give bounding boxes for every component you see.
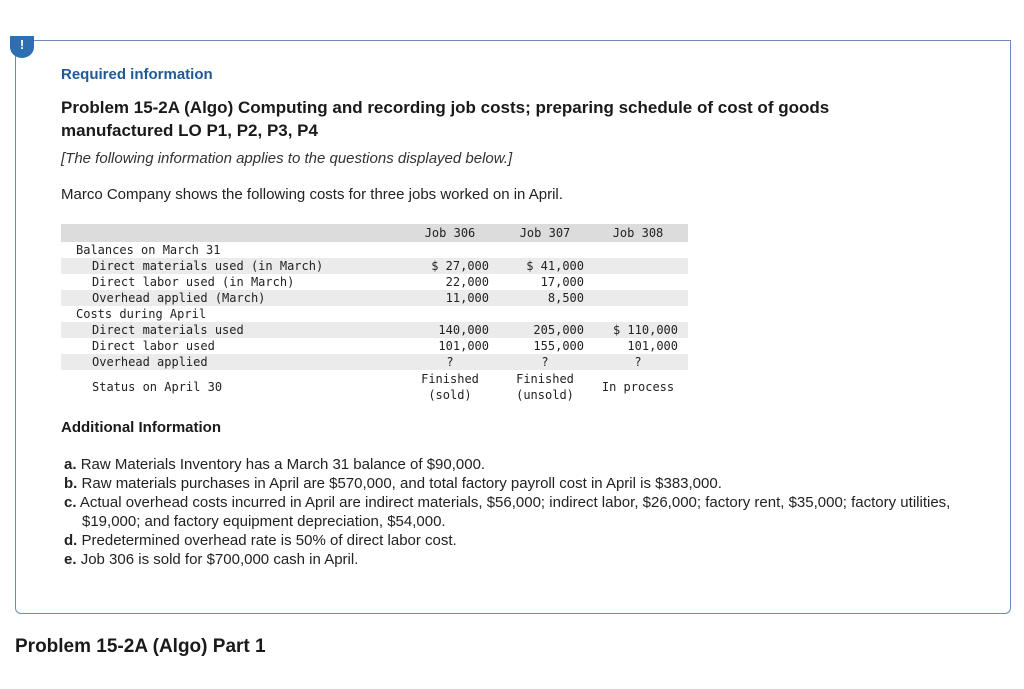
table-row (61, 322, 688, 338)
item-letter: a. (64, 456, 77, 473)
list-item (64, 493, 964, 531)
status-job-306-line2: (sold) (428, 388, 472, 402)
problem-title: Problem 15-2A (Algo) Computing and recording job costs; preparing schedule of cost of goods manufactured LO P1, P2, P3, P4 (61, 98, 830, 140)
section-label-april: Costs during April (76, 307, 207, 321)
item-text: Actual overhead costs incurred in April are indirect materials, $56,000; indirect labor, $26,000; factory rent, $35,000; factory utilities, $19,000; and factory equipment depreciation, $54,000. (79, 494, 951, 530)
table-row (61, 290, 688, 306)
part-title: Problem 15-2A (Algo) Part 1 (15, 636, 266, 657)
row-label: Overhead applied (92, 355, 208, 369)
cell-job-306: 140,000 (438, 323, 489, 337)
cell-job-307: $ 41,000 (526, 259, 584, 273)
list-item (64, 455, 964, 474)
item-letter: e. (64, 551, 77, 568)
additional-info-list (64, 455, 964, 569)
cell-job-307: 8,500 (547, 291, 584, 305)
header-job-308: Job 308 (612, 226, 664, 240)
status-job-307-line1: Finished (516, 372, 574, 386)
item-letter: c. (64, 494, 77, 511)
section-row-april (61, 306, 688, 322)
item-text: Raw Materials Inventory has a March 31 balance of $90,000. (80, 456, 486, 473)
list-item (64, 474, 964, 493)
status-job-307 (506, 371, 584, 403)
item-letter: d. (64, 532, 78, 549)
item-text: Job 306 is sold for $700,000 cash in April. (80, 551, 359, 568)
row-label: Direct materials used (in March) (92, 259, 324, 273)
cell-job-307: 17,000 (540, 275, 584, 289)
list-item (64, 531, 964, 550)
table-row (61, 338, 688, 354)
status-job-306 (411, 371, 489, 403)
section-row-march (61, 242, 688, 258)
applies-note: [The following information applies to the questions displayed below.] (61, 150, 513, 167)
status-label: Status on April 30 (92, 380, 223, 394)
cell-job-307: ? (541, 355, 549, 369)
job-cost-table (61, 224, 688, 404)
cell-job-308: ? (634, 355, 642, 369)
required-info-heading: Required information (61, 66, 213, 83)
row-label: Overhead applied (March) (92, 291, 266, 305)
cell-job-307: 155,000 (533, 339, 584, 353)
exclamation-icon: ! (10, 36, 34, 58)
cell-job-306: $ 27,000 (431, 259, 489, 273)
table-header-row (61, 224, 688, 242)
cell-job-306: 11,000 (445, 291, 489, 305)
header-job-306: Job 306 (424, 226, 476, 240)
list-item (64, 550, 964, 569)
status-job-306-line1: Finished (421, 372, 479, 386)
status-job-307-line2: (unsold) (516, 388, 574, 402)
row-label: Direct labor used (in March) (92, 275, 295, 289)
section-label-march: Balances on March 31 (76, 243, 221, 257)
table-row (61, 274, 688, 290)
header-job-307: Job 307 (519, 226, 571, 240)
cell-job-306: 101,000 (438, 339, 489, 353)
cell-job-308: $ 110,000 (612, 323, 678, 337)
cell-job-306: 22,000 (445, 275, 489, 289)
status-job-308: In process (601, 380, 675, 394)
status-row (61, 370, 688, 404)
cell-job-307: 205,000 (533, 323, 584, 337)
cell-job-308: 101,000 (627, 339, 678, 353)
row-label: Direct labor used (92, 339, 215, 353)
table-row (61, 354, 688, 370)
table-row (61, 258, 688, 274)
row-label: Direct materials used (92, 323, 244, 337)
cell-job-306: ? (446, 355, 454, 369)
item-text: Raw materials purchases in April are $570,000, and total factory payroll cost in April is $383,000. (81, 475, 722, 492)
additional-info-heading: Additional Information (61, 419, 221, 436)
intro-text: Marco Company shows the following costs for three jobs worked on in April. (61, 186, 563, 203)
item-letter: b. (64, 475, 78, 492)
item-text: Predetermined overhead rate is 50% of direct labor cost. (81, 532, 457, 549)
